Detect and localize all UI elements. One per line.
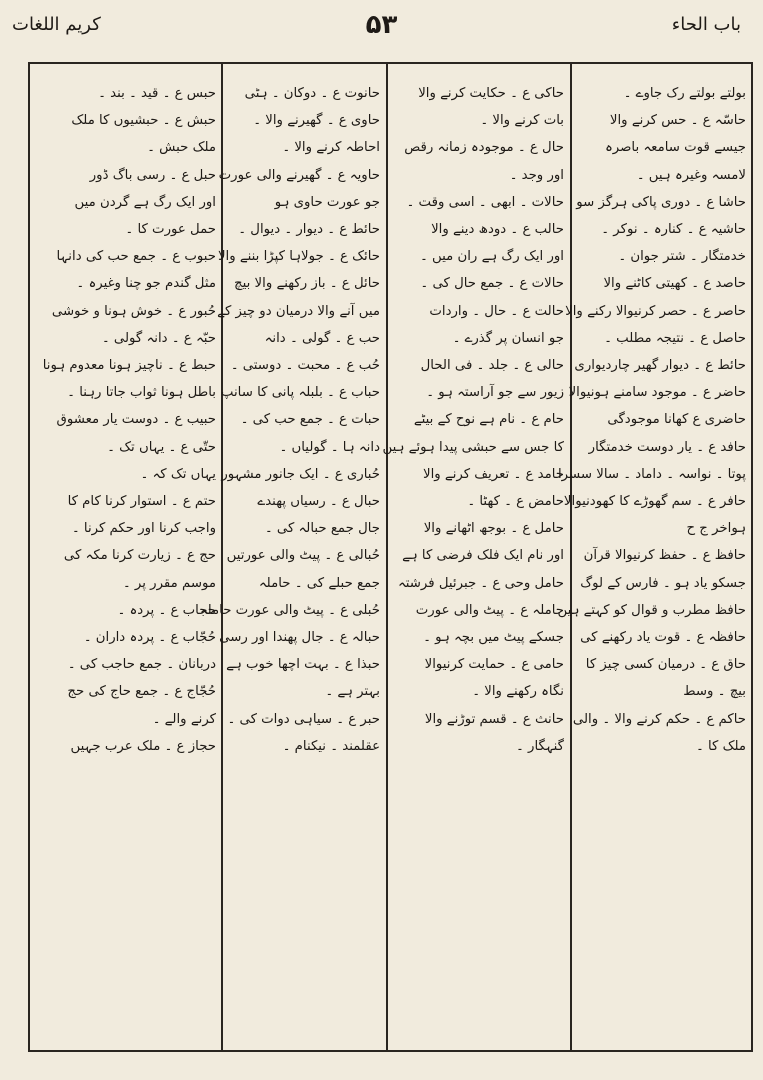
- dictionary-line: حائک ع ۔ جولاہا کپڑا بننے والا: [217, 249, 380, 265]
- dictionary-line: حاق ع ۔ درمیان کسی چیز کا: [585, 657, 746, 673]
- dictionary-line: حُبالی ع ۔ پیٹ والی عورتیں: [226, 548, 380, 564]
- dictionary-line: ملک حبش ۔: [147, 140, 216, 156]
- dictionary-line: یہاں تک کہ ۔: [140, 466, 216, 482]
- dictionary-line: حاسّہ ع ۔ حس کرنے والا: [609, 113, 746, 129]
- column-rule: [386, 64, 388, 1050]
- dictionary-line: حائل ع ۔ باز رکھنے والا بیچ: [234, 276, 380, 292]
- dictionary-line: حبیب ع ۔ دوست یار معشوق: [56, 412, 216, 428]
- dictionary-line: پوتا ۔ نواسہ ۔ داماد ۔ سالا سسرا: [557, 466, 746, 482]
- dictionary-line: حاضری ع کھانا موجودگی: [607, 412, 746, 428]
- dictionary-line: میں آنے والا درمیان دو چیز کے: [217, 303, 380, 319]
- dictionary-line: موسم مقرر پر ۔: [122, 575, 216, 591]
- dictionary-line: ہواخر ج ح: [686, 521, 746, 537]
- dictionary-line: حبش ع ۔ حبشیوں کا ملک: [71, 113, 216, 129]
- dictionary-line: حام ع ۔ نام ہے نوح کے بیٹے: [413, 412, 564, 428]
- dictionary-line: جو انسان پر گذرے ۔: [452, 330, 564, 346]
- dictionary-line: حُب ع ۔ محبت ۔ دوستی ۔: [230, 358, 380, 374]
- dictionary-line: باطل ہونا ثواب جاتا رہنا ۔: [67, 385, 216, 401]
- dictionary-line: حبوب ع ۔ جمع حب کی دانہا: [56, 249, 216, 265]
- dictionary-line: حائط ع ۔ دیوار گھیر چاردیواری: [574, 358, 746, 374]
- chapter-title: باب الحاء: [671, 14, 741, 35]
- dictionary-line: حالی ع ۔ جلد ۔ فی الحال: [420, 358, 564, 374]
- dictionary-line: حب ع ۔ گولی ۔ دانہ: [264, 330, 380, 346]
- column-2: [382, 80, 564, 760]
- dictionary-line: حبالہ ع ۔ جال پھندا اور رسی: [219, 630, 380, 646]
- dictionary-line: حانث ع ۔ قسم توڑنے والا: [424, 711, 564, 727]
- dictionary-line: بات کرنے والا ۔: [480, 113, 564, 129]
- dictionary-line: لامسہ وغیرہ ہیں ۔: [636, 167, 746, 183]
- dictionary-line: حاملہ ع ۔ پیٹ والی عورت: [415, 602, 564, 618]
- dictionary-line: ملک کا ۔: [695, 738, 746, 754]
- dictionary-line: حبذا ع ۔ بہت اچھا خوب ہے: [226, 657, 380, 673]
- dictionary-line: جال جمع حبالہ کی ۔: [264, 521, 380, 537]
- dictionary-line: حُباری ع ۔ ایک جانور مشہور: [221, 466, 380, 482]
- dictionary-line: مثل گندم جو چنا وغیرہ ۔: [76, 276, 216, 292]
- dictionary-line: نگاہ رکھنے والا ۔: [472, 684, 564, 700]
- dictionary-line: کا جس سے حبشی پیدا ہوئے ہیں: [382, 439, 564, 455]
- dictionary-line: حافد ع ۔ یار دوست خدمتگار: [588, 439, 746, 455]
- dictionary-line: جو عورت حاوی ہو: [274, 194, 380, 210]
- dictionary-line: واجب کرنا اور حکم کرنا ۔: [71, 521, 216, 537]
- dictionary-line: عقلمند ۔ نیکنام ۔: [282, 738, 380, 754]
- column-rule: [570, 64, 572, 1050]
- dictionary-line: بولتے بولتے رک جاوے ۔: [623, 86, 746, 101]
- dictionary-line: حافر ع ۔ سم گھوڑے کا کھودنیوالا: [563, 494, 746, 510]
- dictionary-line: حاکم ع ۔ حکم کرنے والا ۔ والی: [572, 711, 746, 727]
- page-number: ۵۳: [365, 10, 398, 40]
- dictionary-line: حبس ع ۔ قید ۔ بند ۔: [98, 86, 216, 101]
- dictionary-line: حتّی ع ۔ یہاں تک ۔: [107, 439, 216, 455]
- dictionary-line: بہتر ہے ۔: [325, 684, 380, 700]
- dictionary-line: زیور سے جو آراستہ ہو ۔: [426, 385, 564, 401]
- dictionary-line: اور نام ایک فلک فرضی کا ہے: [402, 548, 564, 564]
- dictionary-line: حبال ع ۔ رسیاں پھندے: [257, 494, 380, 510]
- dictionary-line: حالات ع ۔ جمع حال کی ۔: [420, 276, 564, 292]
- dictionary-line: اور وجد ۔: [509, 167, 564, 183]
- dictionary-line: حافظہ ع ۔ قوت یاد رکھنے کی: [580, 630, 746, 646]
- dictionary-line: حُجّاج ع ۔ جمع حاج کی حج: [67, 684, 216, 700]
- dictionary-line: جسکو یاد ہو ۔ فارس کے لوگ: [580, 575, 746, 591]
- dictionary-line: جیسے قوت سامعہ باصرہ: [604, 140, 746, 156]
- dictionary-line: حُجّاب ع ۔ پردہ داران ۔: [83, 630, 216, 646]
- book-title: کریم اللغات: [12, 14, 101, 35]
- dictionary-line: حائط ع ۔ دیوار ۔ دیوال ۔: [238, 222, 380, 238]
- text-frame: [28, 62, 753, 1052]
- dictionary-line: حاکی ع ۔ حکایت کرنے والا: [418, 86, 564, 101]
- dictionary-line: حجاب ع ۔ پردہ ۔: [117, 602, 216, 618]
- column-4: [36, 80, 216, 760]
- column-1: [557, 80, 746, 760]
- dictionary-line: اور ایک رگ ہے ران میں ۔: [419, 249, 564, 265]
- dictionary-line: حاویہ ع ۔ گھیرنے والی عورت: [218, 167, 380, 183]
- dictionary-line: خدمتگار ۔ شتر جوان ۔: [618, 249, 746, 265]
- dictionary-line: حبط ع ۔ ناچیز ہونا معدوم ہونا: [42, 358, 216, 374]
- dictionary-line: حافظ ع ۔ حفظ کرنیوالا قرآن: [583, 548, 746, 564]
- dictionary-line: جسکے پیٹ میں بچہ ہو ۔: [423, 630, 564, 646]
- dictionary-line: حامل وحی ع ۔ جبرئیل فرشتہ: [397, 575, 564, 591]
- dictionary-line: حاصر ع ۔ حصر کرنیوالا رکنے والا: [565, 303, 746, 319]
- dictionary-line: حامل ع ۔ بوجھ اٹھانے والا: [423, 521, 564, 537]
- dictionary-line: حُبلی ع ۔ پیٹ والی عورت حاملہ: [199, 602, 380, 618]
- dictionary-line: حال ع ۔ موجودہ زمانہ رقص: [404, 140, 564, 156]
- dictionary-line: احاطہ کرنے والا ۔: [282, 140, 380, 156]
- dictionary-line: حج ع ۔ زیارت کرنا مکہ کی: [63, 548, 216, 564]
- dictionary-line: حالت ع ۔ حال ۔ واردات: [429, 303, 564, 319]
- dictionary-line: دانہ ہا ۔ گولیاں ۔: [279, 439, 380, 455]
- dictionary-line: حتم ع ۔ استوار کرنا کام کا: [67, 494, 216, 510]
- dictionary-line: حامض ع ۔ کھٹا ۔: [467, 494, 564, 510]
- column-rule: [221, 64, 223, 1050]
- dictionary-line: حجاز ع ۔ ملک عرب جہیں: [70, 738, 216, 754]
- dictionary-line: حامی ع ۔ حمایت کرنیوالا: [424, 657, 564, 673]
- dictionary-line: جمع حبلے کی ۔ حاملہ: [258, 575, 380, 591]
- dictionary-line: دربانان ۔ جمع حاجب کی ۔: [67, 657, 216, 673]
- dictionary-line: حبات ع ۔ جمع حب کی ۔: [240, 412, 380, 428]
- dictionary-line: حاشا ع ۔ دوری پاکی ہرگز سو: [576, 194, 746, 210]
- dictionary-line: حباب ع ۔ بلبلہ پانی کا سانپ: [220, 385, 380, 401]
- dictionary-line: حاشیہ ع ۔ کنارہ ۔ نوکر ۔: [601, 222, 746, 238]
- dictionary-line: حاصد ع ۔ کھیتی کاٹنے والا: [603, 276, 746, 292]
- dictionary-line: حمل عورت کا ۔: [125, 222, 216, 238]
- dictionary-line: کرنے والے ۔: [152, 711, 216, 727]
- dictionary-line: حاوی ع ۔ گھیرنے والا ۔: [253, 113, 380, 129]
- dictionary-line: گنہگار ۔: [516, 738, 564, 754]
- dictionary-line: حبّہ ع ۔ دانہ گولی ۔: [101, 330, 216, 346]
- dictionary-line: اور ایک رگ ہے گردن میں: [74, 194, 216, 210]
- column-3: [199, 80, 380, 760]
- dictionary-line: حالات ۔ ابھی ۔ اسی وقت ۔: [406, 194, 564, 210]
- dictionary-line: حافظ مطرب و قوال کو کہتے ہیں: [557, 602, 746, 618]
- dictionary-line: حالب ع ۔ دودھ دینے والا: [431, 222, 564, 238]
- dictionary-line: حاصل ع ۔ نتیجہ مطلب ۔: [604, 330, 746, 346]
- dictionary-line: حبر ع ۔ سیاہی دوات کی ۔: [227, 711, 380, 727]
- dictionary-line: حانوت ع ۔ دوکان ۔ ہٹی: [244, 86, 380, 101]
- dictionary-line: حبل ع ۔ رسی باگ ڈور: [89, 167, 216, 183]
- dictionary-line: حاضر ع ۔ موجود سامنے ہونیوالا: [568, 385, 746, 401]
- dictionary-line: حامد ع ۔ تعریف کرنے والا: [422, 466, 564, 482]
- page-header: [0, 0, 763, 50]
- dictionary-line: بیچ ۔ وسط: [683, 684, 746, 700]
- dictionary-line: حُبور ع ۔ خوش ہونا و خوشی: [51, 303, 216, 319]
